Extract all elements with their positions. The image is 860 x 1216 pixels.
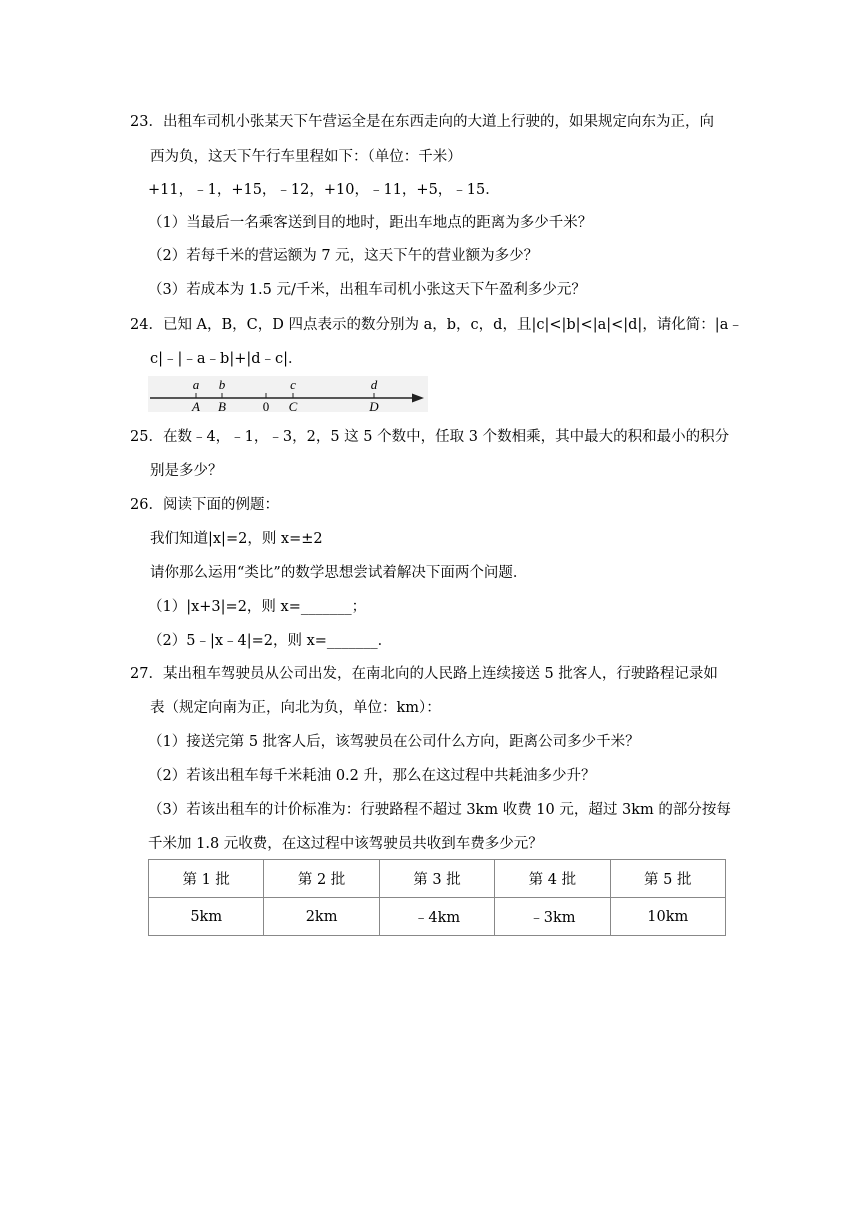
problem-27-line-2: 表（规定向南为正，向北为负，单位：km）：: [150, 700, 441, 716]
problem-23-question-1: （1）当最后一名乘客送到目的地时，距出车地点的距离为多少千米？: [148, 215, 593, 231]
label-point-B: B: [218, 399, 226, 412]
problem-26-question-2: （2）5﹣|x﹣4|=2，则 x=_______．: [148, 633, 393, 649]
label-point-A: A: [192, 399, 200, 412]
table-header-row: [149, 860, 726, 898]
problem-24-line-2: c|﹣|﹣a﹣b|+|d﹣c|．: [150, 351, 303, 367]
table-header-cell: 第 4 批: [495, 860, 610, 898]
table-cell: 2km: [264, 898, 379, 936]
label-lower-c: c: [290, 377, 296, 392]
table-cell: 10km: [610, 898, 725, 936]
table-header-cell: 第 2 批: [264, 860, 379, 898]
problem-27-line-1: 27．某出租车驾驶员从公司出发，在南北向的人民路上连续接送 5 批客人，行驶路程记录如: [130, 666, 718, 682]
problem-26-question-1: （1）|x+3|=2，则 x=_______；: [148, 599, 367, 615]
problem-27-question-1: （1）接送完第 5 批客人后，该驾驶员在公司什么方向，距离公司多少千米？: [148, 734, 640, 750]
table-cell: 5km: [149, 898, 264, 936]
problem-25-line-1: 25．在数﹣4，﹣1，﹣3，2，5 这 5 个数中，任取 3 个数相乘，其中最大的积和最小的积分: [130, 429, 730, 445]
problem-23-line-1: 23．出租车司机小张某天下午营运全是在东西走向的大道上行驶的，如果规定向东为正，向: [130, 114, 714, 130]
table-row: [149, 898, 726, 936]
problem-26-line-1: 26．阅读下面的例题：: [130, 497, 279, 513]
table-header-cell: 第 1 批: [149, 860, 264, 898]
label-lower-d: d: [370, 377, 378, 392]
problem-25-line-2: 别是多少？: [150, 463, 223, 479]
distance-table: [148, 859, 726, 936]
table-header-cell: 第 5 批: [610, 860, 725, 898]
problem-27-question-3a: （3）若该出租车的计价标准为：行驶路程不超过 3km 收费 10 元，超过 3km 的部分按每: [148, 802, 731, 818]
problem-23-data: +11，﹣1，+15，﹣12，+10，﹣11，+5，﹣15．: [148, 182, 500, 198]
problem-27-question-2: （2）若该出租车每千米耗油 0.2 升，那么在这过程中共耗油多少升？: [148, 768, 596, 784]
table-cell: ﹣3km: [495, 898, 610, 936]
label-point-C: C: [288, 399, 298, 412]
problem-26-instruction: 请你那么运用“类比”的数学思想尝试着解决下面两个问题．: [150, 565, 528, 581]
problem-23-line-2: 西为负，这天下午行车里程如下：（单位：千米）: [150, 149, 462, 165]
label-lower-b: b: [218, 377, 226, 392]
problem-27-question-3b: 千米加 1.8 元收费，在这过程中该驾驶员共收到车费多少元？: [148, 836, 543, 852]
number-line-figure: [148, 376, 428, 412]
table-header-cell: 第 3 批: [379, 860, 494, 898]
problem-26-example: 我们知道|x|=2，则 x=±2: [150, 531, 323, 547]
table-cell: ﹣4km: [379, 898, 494, 936]
label-origin-0: 0: [262, 399, 270, 412]
problem-23-question-3: （3）若成本为 1.5 元/千米，出租车司机小张这天下午盈利多少元？: [148, 282, 586, 298]
label-point-D: D: [369, 399, 379, 412]
problem-23-question-2: （2）若每千米的营运额为 7 元，这天下午的营业额为多少？: [148, 248, 539, 264]
label-lower-a: a: [192, 377, 200, 392]
problem-24-line-1: 24．已知 A，B，C，D 四点表示的数分别为 a，b，c，d，且|c|<|b|<|a|<|d|，请化简：|a﹣: [130, 317, 743, 333]
